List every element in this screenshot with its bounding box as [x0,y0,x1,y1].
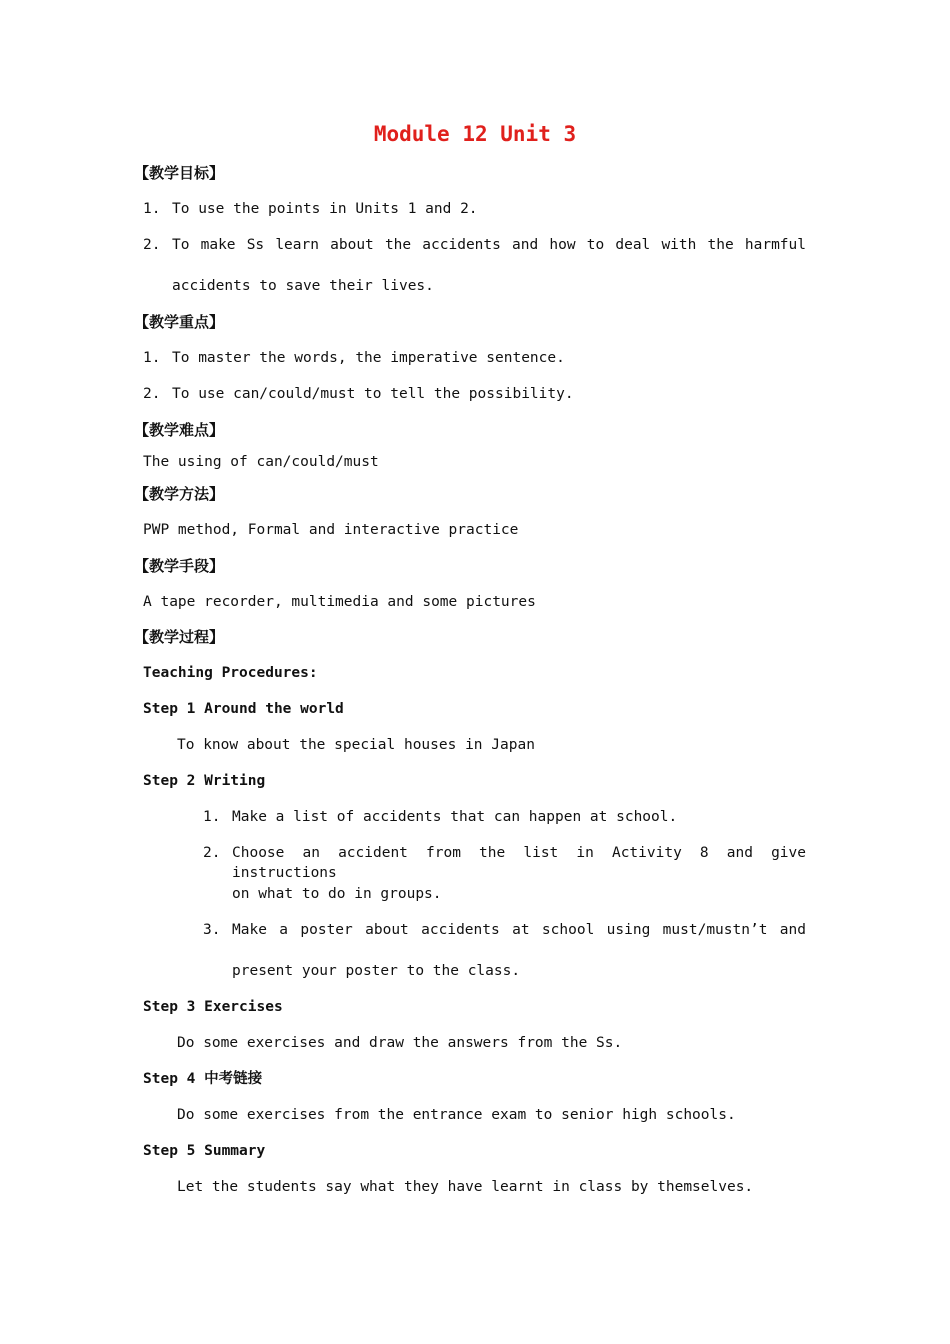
step-5-text: Let the students say what they have learnt in class by themselves. [177,1179,754,1195]
step-2-item-1-number: 1. [203,809,221,825]
procedures-intro: Teaching Procedures: [143,665,318,681]
step-4-text: Do some exercises from the entrance exam to senior high schools. [177,1107,736,1123]
page-title: Module 12 Unit 3 [373,122,577,146]
means-heading: 【教学手段】 [134,557,225,575]
key-points-heading: 【教学重点】 [134,313,225,331]
objective-2-text-line2: accidents to save their lives. [172,278,434,294]
step-3-title: Step 3 Exercises [143,999,283,1015]
means-text: A tape recorder, multimedia and some pictures [143,594,536,610]
objective-2-number: 2. [143,237,161,253]
step-2-item-2-text-line1: Choose an accident from the list in Activity 8 and give instructions [232,845,806,881]
step-1-text: To know about the special houses in Japan [177,737,535,753]
step-3-text: Do some exercises and draw the answers from the Ss. [177,1035,623,1051]
step-2-title: Step 2 Writing [143,773,266,789]
step-5-title: Step 5 Summary [143,1143,266,1159]
step-2-item-3-number: 3. [203,922,221,938]
objective-2-text-line1: To make Ss learn about the accidents and how to deal with the harmful [172,237,806,253]
process-heading: 【教学过程】 [134,628,225,646]
difficulties-text: The using of can/could/must [143,454,379,470]
methods-heading: 【教学方法】 [134,485,225,503]
key-point-2-text: To use can/could/must to tell the possibility. [172,386,574,402]
step-2-item-3-text-line1: Make a poster about accidents at school using must/mustn’t and [232,922,806,938]
difficulties-heading: 【教学难点】 [134,421,225,439]
step-2-item-2-text-line2: on what to do in groups. [232,886,442,902]
key-point-1-text: To master the words, the imperative sentence. [172,350,565,366]
step-2-item-1-text: Make a list of accidents that can happen at school. [232,809,678,825]
step-2-item-2-number: 2. [203,845,221,861]
methods-text: PWP method, Formal and interactive practice [143,522,519,538]
key-point-2-number: 2. [143,386,161,402]
objectives-heading: 【教学目标】 [134,164,225,182]
objective-1-number: 1. [143,201,161,217]
objective-1-text: To use the points in Units 1 and 2. [172,201,478,217]
key-point-1-number: 1. [143,350,161,366]
step-2-item-3-text-line2: present your poster to the class. [232,963,521,979]
step-4-title: Step 4 中考链接 [143,1071,263,1087]
step-1-title: Step 1 Around the world [143,701,344,717]
